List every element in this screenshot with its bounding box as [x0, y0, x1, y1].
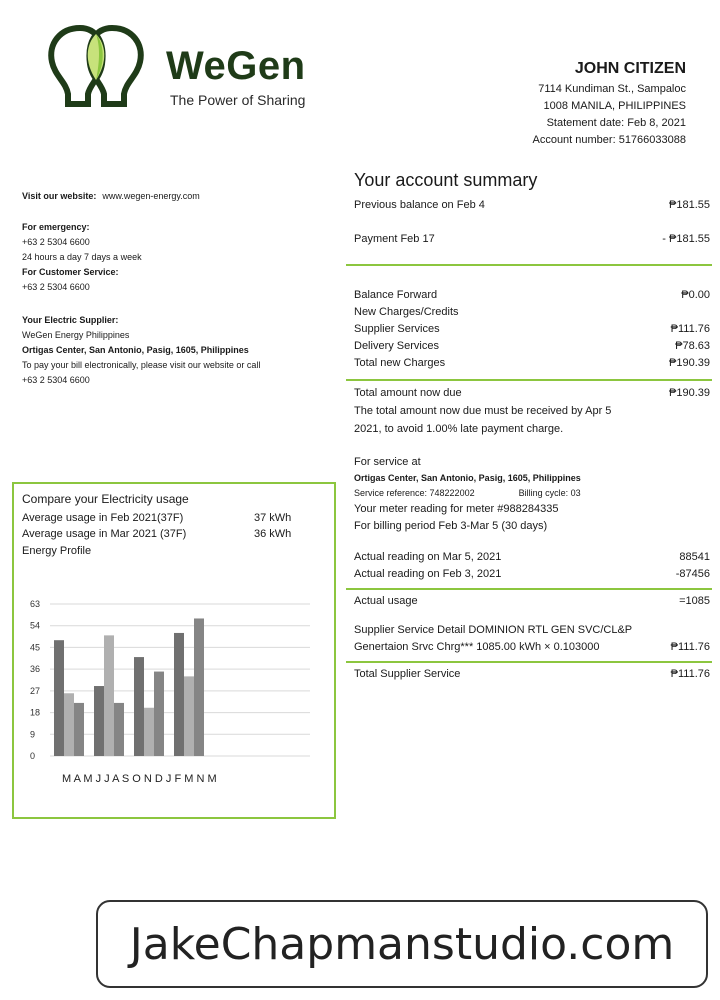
customer-name: JOHN CITIZEN — [574, 60, 686, 77]
previous-balance-row — [354, 197, 710, 214]
for-service-at: For service at — [354, 456, 421, 468]
y-tick-label: 63 — [30, 599, 41, 609]
y-tick-label: 27 — [30, 685, 41, 696]
total-supplier-label: Total Supplier Service — [354, 668, 461, 680]
supplier-services-row — [354, 321, 710, 338]
delivery-services-row — [354, 338, 710, 355]
actual-usage-label: Actual usage — [354, 595, 418, 607]
balance-forward-row — [354, 287, 710, 304]
energy-profile-label: Energy Profile — [22, 545, 92, 557]
x-tick-labels: M A M J J A S O N D J F M N M — [62, 773, 217, 785]
total-new-charges-value: ₱190.39 — [669, 357, 710, 369]
supplier-services-value: ₱111.76 — [670, 323, 710, 335]
watermark-banner: JakeChapmanstudio.com — [96, 900, 708, 988]
pay-phone: +63 2 5304 6600 — [22, 375, 90, 385]
brand-name: WeGen — [166, 44, 306, 88]
chart-bar — [74, 703, 84, 756]
chart-bar — [104, 635, 114, 756]
customer-service-label: For Customer Service: — [22, 267, 119, 277]
wegen-logo-icon — [44, 22, 148, 108]
y-tick-label: 9 — [30, 729, 36, 740]
website-url[interactable]: www.wegen-energy.com — [102, 191, 200, 201]
delivery-services-value: ₱78.63 — [675, 340, 710, 352]
customer-address-1: 7114 Kundiman St., Sampaloc — [538, 83, 686, 95]
chart-bar — [154, 672, 164, 756]
due-note-2: 2021, to avoid 1.00% late payment charge. — [354, 423, 564, 435]
usage-feb-value: 37 kWh — [254, 512, 292, 524]
pay-note: To pay your bill electronically, please visit our website or call — [22, 360, 261, 370]
statement-date: Statement date: Feb 8, 2021 — [546, 117, 686, 129]
contact-block — [22, 220, 142, 295]
billing-cycle: Billing cycle: 03 — [518, 488, 581, 498]
supplier-detail-row — [354, 639, 710, 656]
delivery-services-label: Delivery Services — [354, 340, 439, 352]
supplier-block — [22, 313, 260, 388]
y-tick-label: 36 — [30, 664, 41, 675]
usage-title: Compare your Electricity usage — [22, 492, 189, 506]
y-tick-label: 0 — [30, 751, 36, 761]
supplier-name: WeGen Energy Philippines — [22, 330, 130, 340]
chart-bar — [114, 703, 124, 756]
account-number: Account number: 51766033088 — [532, 134, 686, 146]
chart-bar — [174, 633, 184, 756]
supplier-services-label: Supplier Services — [354, 323, 440, 335]
customer-address-2: 1008 MANILA, PHILIPPINES — [543, 100, 686, 112]
customer-block — [532, 60, 686, 149]
total-new-charges-label: Total new Charges — [354, 357, 446, 369]
chart-bar — [94, 686, 104, 756]
y-tick-label: 18 — [30, 707, 41, 718]
balance-forward-value: ₱0.00 — [681, 289, 710, 301]
supplier-detail-line1: Supplier Service Detail DOMINION RTL GEN SVC/CL&P — [354, 624, 633, 636]
usage-mar-value: 36 kWh — [254, 528, 292, 540]
service-reference: Service reference: 748222002 — [354, 488, 475, 498]
energy-profile-chart — [14, 584, 334, 794]
emergency-label: For emergency: — [22, 222, 90, 232]
emergency-hours: 24 hours a day 7 days a week — [22, 252, 142, 262]
reading-mar-label: Actual reading on Mar 5, 2021 — [354, 551, 502, 563]
new-charges-row — [354, 304, 710, 321]
reading-mar-value: 88541 — [679, 551, 710, 563]
chart-bar — [64, 693, 74, 756]
usage-mar-label: Average usage in Mar 2021 (37F) — [22, 528, 187, 540]
website-label: Visit our website: — [22, 191, 97, 201]
chart-bar — [184, 676, 194, 756]
previous-balance-label: Previous balance on Feb 4 — [354, 199, 485, 211]
usage-feb-label: Average usage in Feb 2021(37F) — [22, 512, 184, 524]
website-line — [22, 189, 200, 204]
brand-tagline: The Power of Sharing — [170, 92, 306, 108]
chart-bar — [194, 618, 204, 756]
total-due-row — [354, 385, 710, 402]
summary-title: Your account summary — [354, 170, 538, 190]
total-due-label: Total amount now due — [354, 387, 462, 399]
emergency-phone: +63 2 5304 6600 — [22, 237, 90, 247]
supplier-label: Your Electric Supplier: — [22, 315, 119, 325]
usage-feb-row — [22, 512, 292, 524]
supplier-detail-label: Genertaion Srvc Chrg*** 1085.00 kWh × 0.103000 — [354, 641, 600, 653]
supplier-address: Ortigas Center, San Antonio, Pasig, 1605, Philippines — [22, 345, 249, 355]
y-tick-label: 45 — [30, 642, 41, 653]
reading-feb-value: -87456 — [675, 568, 710, 580]
total-supplier-row — [354, 666, 710, 683]
actual-usage-row — [354, 593, 710, 610]
chart-bar — [144, 708, 154, 756]
service-address: Ortigas Center, San Antonio, Pasig, 1605, Philippines — [354, 473, 581, 483]
meter-reading: Your meter reading for meter #988284335 — [354, 503, 559, 515]
actual-usage-value: =1085 — [679, 595, 710, 607]
customer-service-phone: +63 2 5304 6600 — [22, 282, 90, 292]
reading-mar-row — [354, 549, 710, 566]
payment-label: Payment Feb 17 — [354, 233, 435, 245]
total-due-value: ₱190.39 — [669, 387, 710, 399]
usage-comparison-box — [12, 482, 336, 819]
account-summary — [354, 170, 710, 683]
new-charges-label: New Charges/Credits — [354, 306, 459, 318]
total-supplier-value: ₱111.76 — [670, 668, 710, 680]
reading-feb-row — [354, 566, 710, 583]
due-note-1: The total amount now due must be received by Apr 5 — [354, 405, 612, 417]
payment-value: - ₱181.55 — [662, 233, 710, 245]
usage-mar-row — [22, 528, 292, 540]
payment-row — [354, 231, 710, 248]
total-new-charges-row — [354, 355, 710, 372]
billing-period: For billing period Feb 3-Mar 5 (30 days) — [354, 520, 548, 532]
chart-bar — [134, 657, 144, 756]
supplier-detail-value: ₱111.76 — [670, 641, 710, 653]
balance-forward-label: Balance Forward — [354, 289, 438, 301]
chart-bar — [54, 640, 64, 756]
service-reference-row — [354, 486, 710, 501]
previous-balance-value: ₱181.55 — [669, 199, 710, 211]
reading-feb-label: Actual reading on Feb 3, 2021 — [354, 568, 502, 580]
y-tick-label: 54 — [30, 620, 41, 631]
